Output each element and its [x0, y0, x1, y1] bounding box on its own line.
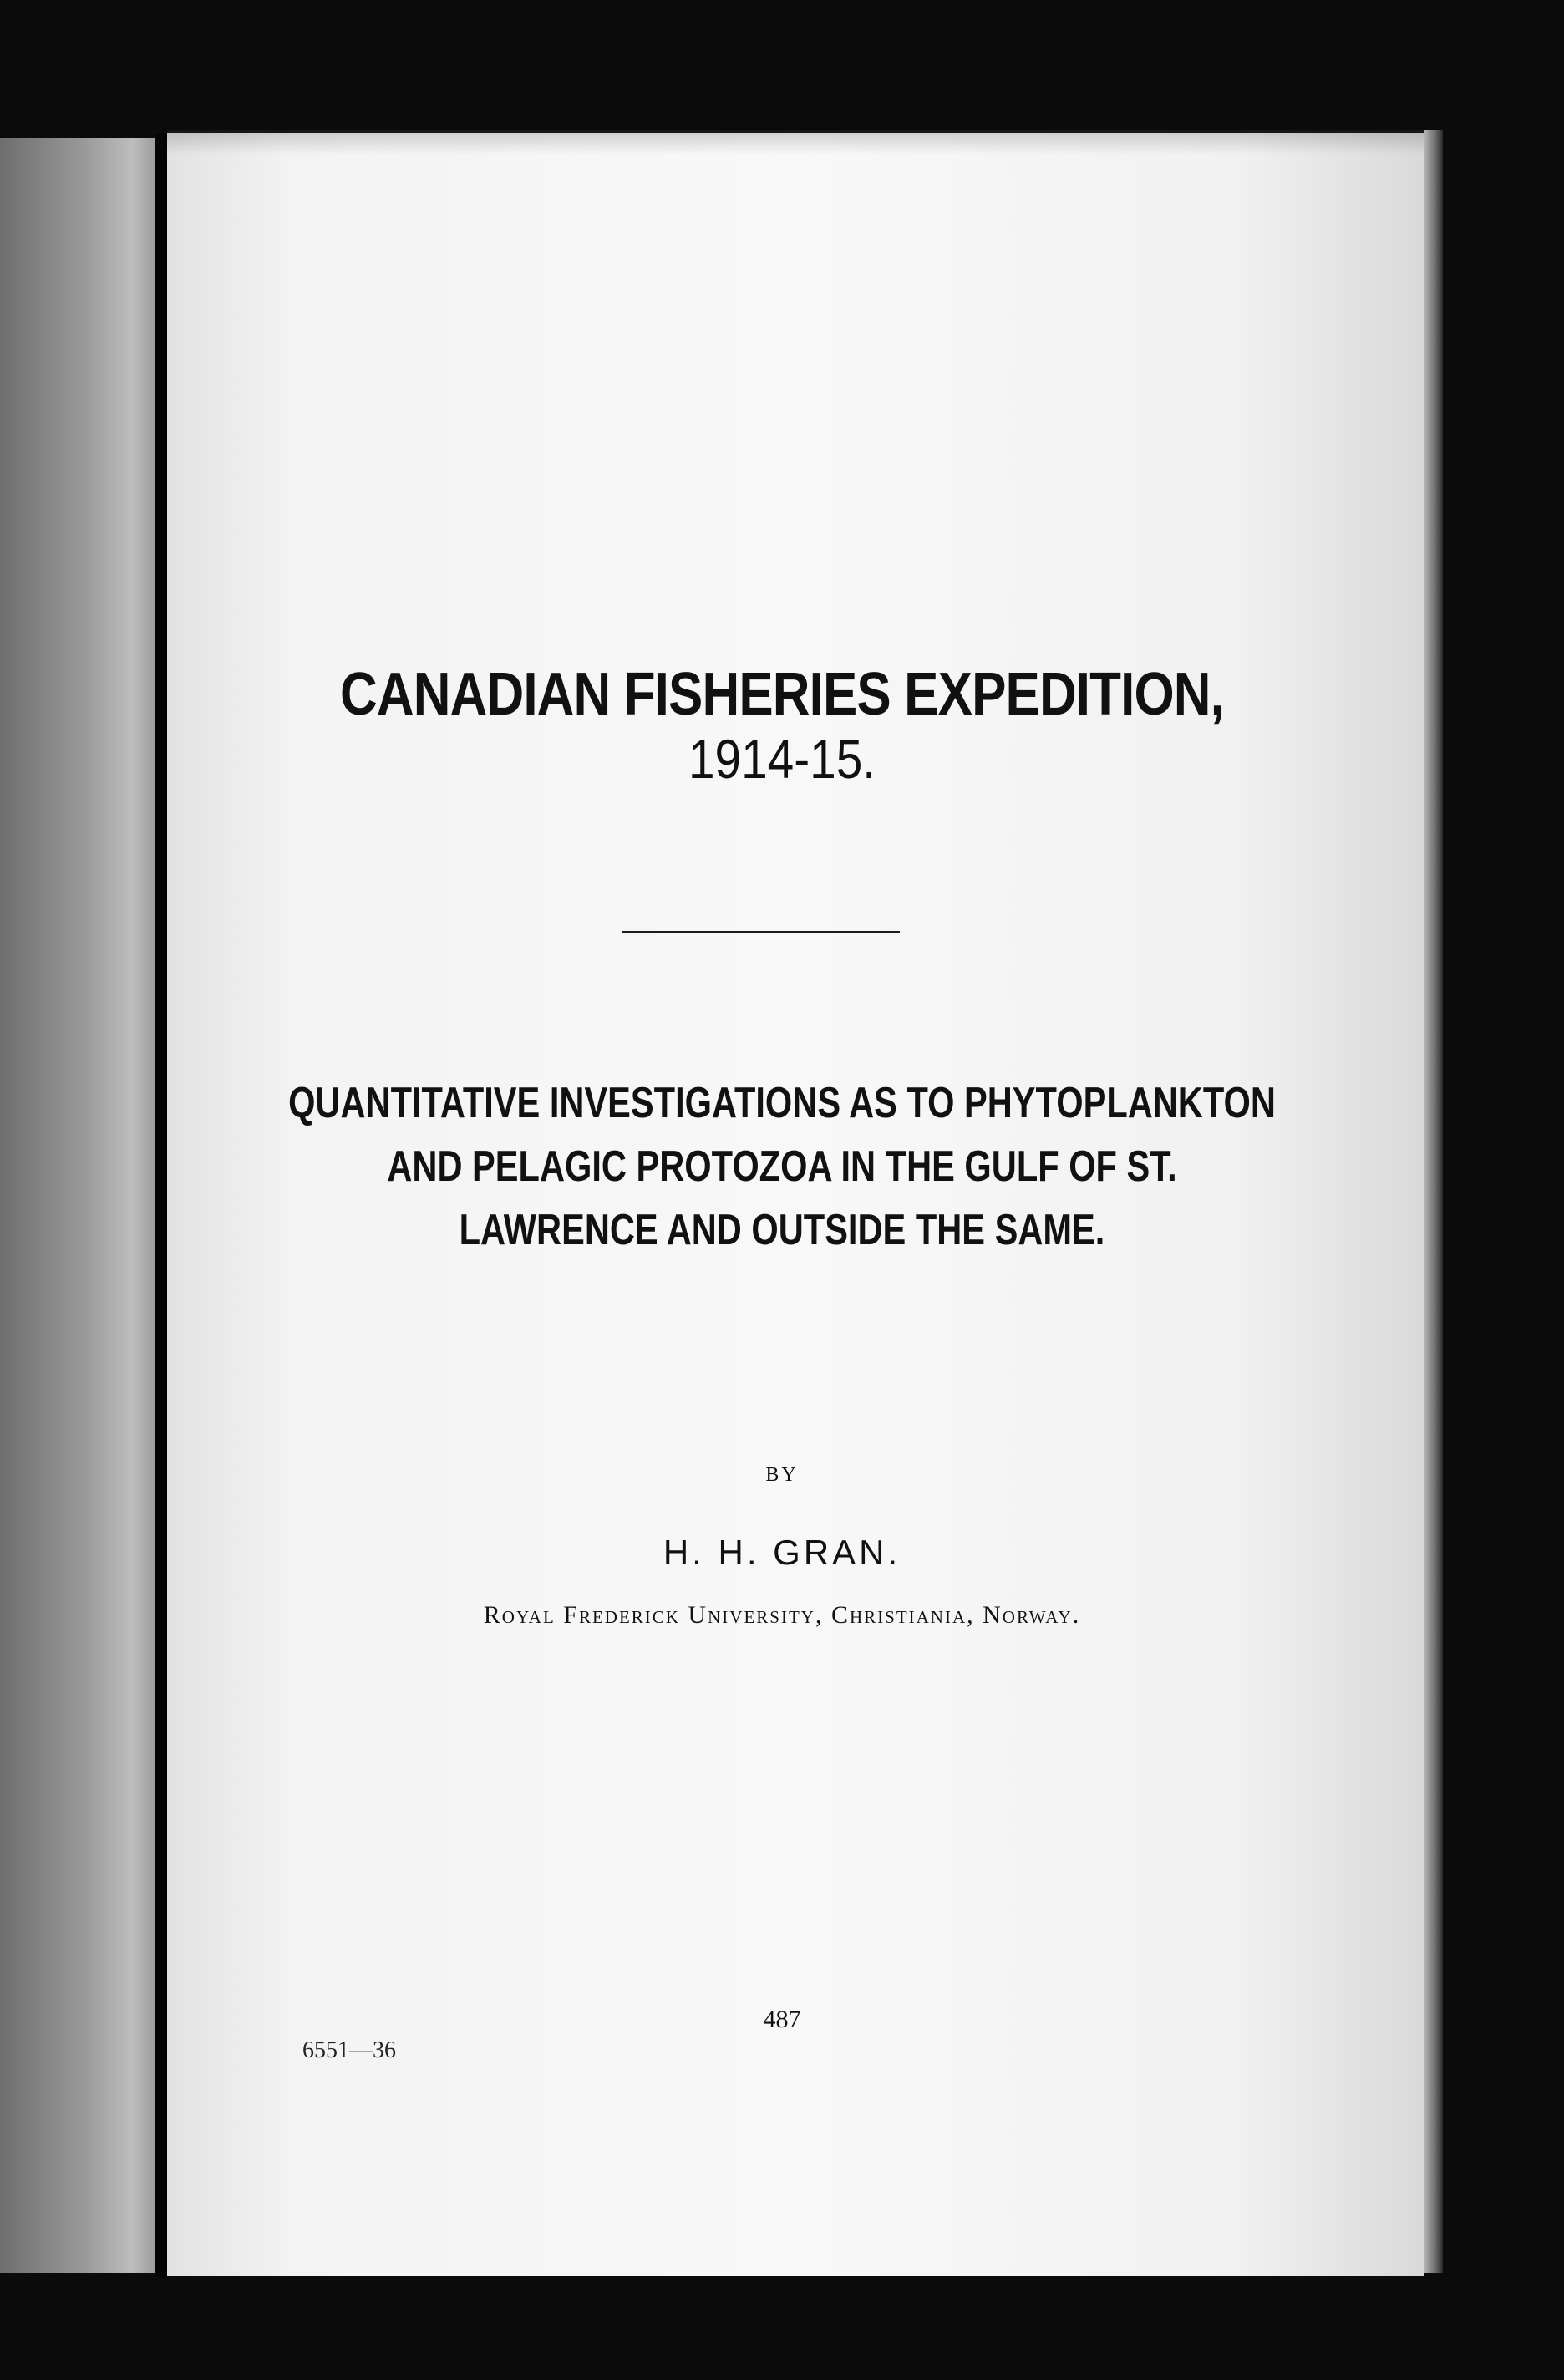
author-affiliation: Royal Frederick University, Christiania, Norway. — [483, 1601, 1081, 1629]
subtitle-line-2: AND PELAGIC PROTOZOA IN THE GULF OF ST. — [387, 1142, 1177, 1191]
subtitle-line-1: QUANTITATIVE INVESTIGATIONS AS TO PHYTOPLANKTON — [288, 1079, 1276, 1127]
title-line-1: CANADIAN FISHERIES EXPEDITION, — [340, 661, 1224, 728]
subtitle-line-3: LAWRENCE AND OUTSIDE THE SAME. — [459, 1206, 1105, 1254]
by-label: BY — [765, 1464, 799, 1486]
title-years: 1914-15. — [688, 728, 876, 790]
page-fore-edge — [1424, 130, 1443, 2273]
title-page — [167, 130, 1424, 2276]
author-name: H. H. GRAN. — [663, 1533, 901, 1572]
page-top-shadow — [167, 130, 1424, 155]
facing-page-edge — [0, 138, 155, 2273]
printer-signature-mark: 6551—36 — [302, 2037, 396, 2063]
page-number: 487 — [763, 2006, 801, 2033]
title-divider-rule — [622, 931, 900, 933]
